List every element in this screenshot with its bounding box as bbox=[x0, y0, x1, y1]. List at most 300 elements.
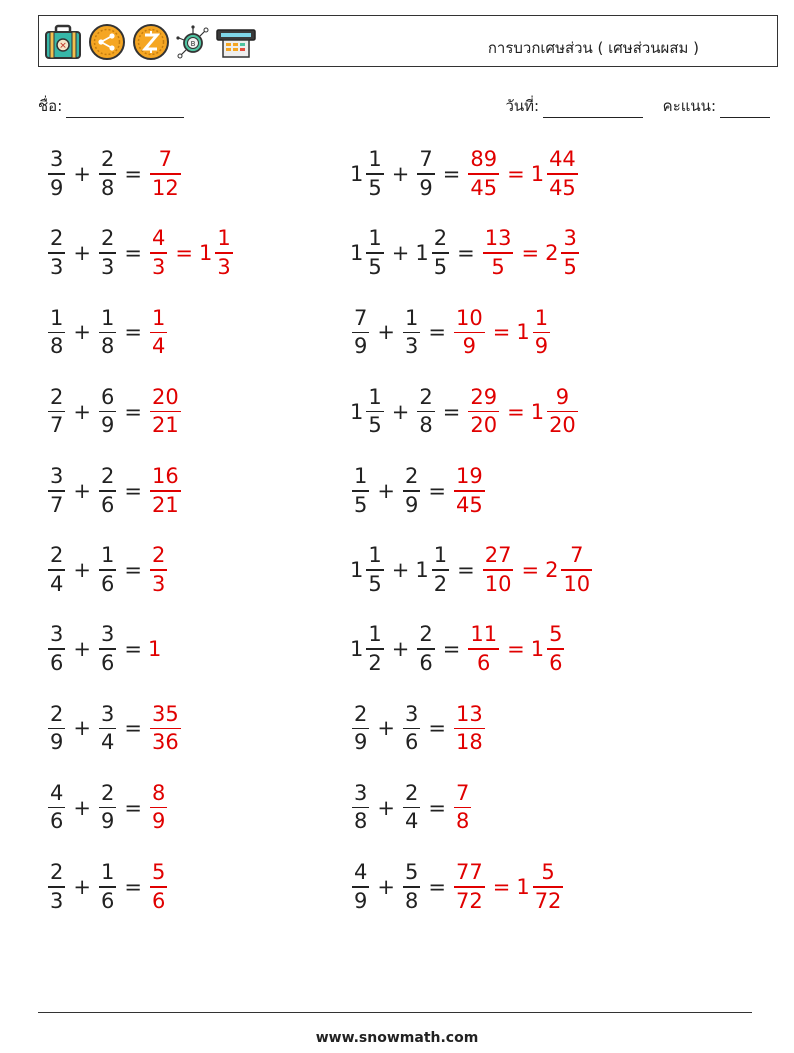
plus-sign: + bbox=[391, 399, 410, 424]
problem-item bbox=[350, 538, 594, 602]
date-blank[interactable] bbox=[543, 103, 643, 118]
addend-a-denominator: 5 bbox=[354, 492, 368, 517]
answer bbox=[466, 624, 501, 674]
addend-a-denominator: 6 bbox=[50, 650, 64, 675]
addend-b-fraction bbox=[403, 862, 420, 912]
answer-whole: 1 bbox=[147, 637, 162, 662]
answer-equals-sign: = bbox=[175, 241, 193, 266]
equals-sign: = bbox=[457, 241, 475, 266]
mixed-answer-whole: 1 bbox=[516, 874, 530, 899]
answer-denominator: 45 bbox=[455, 492, 483, 517]
addend-b-fraction bbox=[417, 149, 434, 199]
addend-a bbox=[46, 384, 67, 438]
addend-b-denominator: 3 bbox=[100, 254, 115, 279]
answer-numerator: 4 bbox=[151, 226, 166, 251]
addend-a-fraction bbox=[366, 149, 383, 199]
worksheet-header bbox=[38, 15, 778, 67]
equals-sign: = bbox=[124, 716, 142, 741]
answer-denominator: 5 bbox=[491, 254, 505, 279]
addend-b-fraction bbox=[99, 149, 116, 199]
answer-fraction bbox=[454, 780, 471, 834]
addend-b-numerator: 2 bbox=[404, 464, 419, 489]
addend-a-numerator: 2 bbox=[354, 701, 368, 726]
addend-a bbox=[46, 545, 67, 595]
problem-item bbox=[350, 459, 487, 523]
answer-denominator: 36 bbox=[151, 730, 179, 755]
answer-denominator: 18 bbox=[455, 730, 483, 755]
addend-a-fraction bbox=[48, 545, 65, 595]
plus-sign: + bbox=[391, 162, 410, 186]
addend-a bbox=[350, 701, 371, 755]
equals-sign: = bbox=[442, 399, 461, 424]
addend-b-fraction bbox=[99, 466, 116, 516]
answer bbox=[148, 305, 169, 359]
addend-b-fraction bbox=[417, 624, 434, 674]
answer-denominator: 6 bbox=[151, 888, 166, 913]
addend-a bbox=[46, 305, 67, 359]
mixed-answer bbox=[545, 545, 594, 595]
answer-denominator: 4 bbox=[151, 334, 166, 359]
addend-b-numerator: 2 bbox=[419, 622, 433, 647]
addend-b-fraction bbox=[403, 780, 420, 834]
addend-b-numerator: 1 bbox=[100, 543, 115, 568]
answer-equals-sign: = bbox=[492, 320, 511, 345]
addend-b-fraction bbox=[99, 545, 116, 595]
addend-a-whole: 1 bbox=[350, 399, 364, 424]
answer bbox=[148, 228, 169, 278]
addend-a-numerator: 2 bbox=[50, 226, 64, 251]
addend-a-fraction bbox=[366, 624, 383, 674]
addend-a-fraction bbox=[48, 701, 65, 755]
answer-numerator: 7 bbox=[158, 147, 173, 172]
plus-sign: + bbox=[73, 241, 91, 266]
equals-sign: = bbox=[428, 478, 446, 503]
addend-b bbox=[415, 545, 451, 595]
addend-a-numerator: 3 bbox=[50, 464, 64, 489]
addend-a-fraction bbox=[352, 780, 369, 834]
problem-item bbox=[350, 776, 473, 840]
answer bbox=[466, 384, 501, 438]
addend-b-numerator: 2 bbox=[433, 226, 448, 251]
addend-a-denominator: 5 bbox=[368, 413, 382, 438]
addend-b-whole: 1 bbox=[415, 558, 429, 582]
plus-sign: + bbox=[73, 162, 91, 186]
footer-divider bbox=[38, 1012, 752, 1013]
addend-a-fraction bbox=[352, 701, 369, 755]
plus-sign: + bbox=[73, 320, 91, 345]
addend-a bbox=[46, 701, 67, 755]
addend-b bbox=[97, 384, 118, 438]
plus-sign: + bbox=[73, 874, 91, 899]
answer-denominator: 21 bbox=[151, 492, 179, 517]
problem-item bbox=[46, 459, 183, 523]
answer-denominator: 72 bbox=[455, 888, 483, 913]
mixed-answer-whole: 1 bbox=[198, 241, 213, 266]
addend-b-fraction bbox=[99, 305, 116, 359]
addend-a-numerator: 2 bbox=[50, 701, 64, 726]
mixed-answer-fraction bbox=[533, 305, 550, 359]
addend-a-numerator: 3 bbox=[50, 147, 64, 172]
answer bbox=[452, 701, 487, 755]
addend-a-denominator: 2 bbox=[368, 650, 382, 675]
header-icons bbox=[43, 22, 261, 62]
answer bbox=[452, 862, 565, 912]
addend-b-fraction bbox=[403, 701, 420, 755]
addend-a bbox=[46, 862, 67, 912]
addend-a-fraction bbox=[352, 305, 369, 359]
addend-a-denominator: 8 bbox=[354, 809, 368, 834]
addend-a-numerator: 1 bbox=[368, 384, 382, 409]
addend-a-denominator: 7 bbox=[50, 413, 64, 438]
mixed-answer-whole: 1 bbox=[530, 637, 545, 662]
answer bbox=[148, 305, 169, 359]
plus-sign: + bbox=[377, 795, 395, 820]
answer-denominator: 8 bbox=[455, 809, 470, 834]
answer-denominator: 10 bbox=[484, 571, 512, 596]
answer bbox=[148, 545, 169, 595]
answer bbox=[452, 701, 487, 755]
plus-sign: + bbox=[73, 637, 91, 662]
answer bbox=[148, 862, 169, 912]
mixed-answer bbox=[545, 228, 581, 278]
plus-sign: + bbox=[377, 874, 395, 899]
plus-sign: + bbox=[391, 637, 410, 662]
equals-sign: = bbox=[457, 558, 475, 582]
equals-sign: = bbox=[428, 716, 446, 741]
answer-fraction bbox=[483, 545, 514, 595]
addend-b bbox=[97, 780, 118, 834]
mixed-answer bbox=[530, 384, 580, 438]
problem-item bbox=[350, 142, 580, 206]
addend-b-denominator: 9 bbox=[419, 175, 433, 200]
answer-fraction bbox=[454, 466, 485, 516]
addend-b-fraction bbox=[417, 384, 434, 438]
addend-b-denominator: 2 bbox=[433, 571, 448, 596]
addend-b-numerator: 1 bbox=[100, 860, 115, 885]
addend-a-fraction bbox=[366, 384, 383, 438]
addend-a bbox=[350, 466, 371, 516]
zcash-coin-icon bbox=[131, 22, 171, 62]
equals-sign: = bbox=[124, 320, 142, 345]
answer-numerator: 77 bbox=[455, 860, 483, 885]
mixed-answer-numerator: 3 bbox=[563, 226, 577, 251]
mixed-answer-whole: 1 bbox=[516, 320, 530, 345]
addend-a-numerator: 2 bbox=[50, 543, 64, 568]
answer-numerator: 27 bbox=[484, 543, 512, 568]
worksheet-title: การบวกเศษส่วน ( เศษส่วนผสม ) bbox=[487, 39, 699, 57]
answer bbox=[148, 780, 169, 834]
answer-numerator: 16 bbox=[151, 464, 179, 489]
mixed-answer-whole: 1 bbox=[530, 399, 545, 424]
mixed-answer-numerator: 1 bbox=[217, 226, 231, 251]
addend-b-numerator: 3 bbox=[100, 622, 115, 647]
addend-a bbox=[46, 780, 67, 834]
addend-b-numerator: 2 bbox=[100, 147, 115, 172]
addend-a-numerator: 1 bbox=[368, 226, 382, 251]
addend-a-numerator: 3 bbox=[354, 780, 368, 805]
mixed-answer bbox=[199, 228, 235, 278]
addend-b-denominator: 4 bbox=[100, 730, 115, 755]
answer-equals-sign: = bbox=[507, 399, 525, 424]
addend-b-fraction bbox=[99, 862, 116, 912]
addend-a-fraction bbox=[366, 228, 383, 278]
answer-fraction bbox=[150, 305, 167, 359]
addend-b-numerator: 1 bbox=[433, 543, 448, 568]
addend-b-denominator: 4 bbox=[404, 809, 419, 834]
addend-b-numerator: 2 bbox=[100, 464, 115, 489]
answer-fraction bbox=[150, 701, 181, 755]
addend-a-denominator: 5 bbox=[368, 175, 382, 200]
equals-sign: = bbox=[442, 637, 461, 662]
addend-b-denominator: 9 bbox=[100, 413, 115, 438]
plus-sign: + bbox=[73, 478, 91, 503]
answer-numerator: 13 bbox=[455, 701, 483, 726]
addend-a-denominator: 9 bbox=[354, 888, 368, 913]
answer bbox=[481, 228, 581, 278]
addend-a bbox=[46, 624, 67, 674]
mixed-answer bbox=[531, 149, 580, 199]
addend-b-numerator: 6 bbox=[100, 384, 115, 409]
answer-fraction bbox=[454, 862, 485, 912]
addend-a-numerator: 2 bbox=[50, 860, 64, 885]
answer bbox=[452, 466, 487, 516]
addend-a-numerator: 1 bbox=[368, 622, 382, 647]
mixed-answer-numerator: 5 bbox=[541, 860, 555, 885]
cash-register-icon bbox=[215, 22, 257, 62]
addend-b bbox=[415, 228, 451, 278]
answer-fraction bbox=[454, 701, 485, 755]
addend-b-fraction bbox=[403, 305, 420, 359]
score-blank[interactable] bbox=[720, 103, 770, 118]
problem-item bbox=[46, 300, 169, 364]
addend-b-denominator: 9 bbox=[100, 809, 115, 834]
addend-b bbox=[401, 305, 422, 359]
addend-b-denominator: 6 bbox=[100, 888, 115, 913]
mixed-answer-numerator: 9 bbox=[555, 384, 570, 409]
mixed-answer-denominator: 6 bbox=[549, 650, 563, 675]
answer-numerator: 1 bbox=[151, 305, 166, 330]
problem-item bbox=[350, 380, 580, 444]
answer bbox=[481, 545, 516, 595]
addend-b-fraction bbox=[99, 384, 116, 438]
answer-denominator: 3 bbox=[151, 254, 166, 279]
answer bbox=[481, 545, 594, 595]
equals-sign: = bbox=[124, 874, 142, 899]
addend-b bbox=[415, 624, 436, 674]
bitcoin-network-icon bbox=[175, 22, 211, 62]
answer-equals-sign: = bbox=[521, 558, 540, 582]
mixed-answer-denominator: 72 bbox=[534, 888, 562, 913]
addend-b bbox=[97, 228, 118, 278]
addend-b bbox=[97, 862, 118, 912]
answer-numerator: 7 bbox=[455, 780, 470, 805]
addend-b-denominator: 6 bbox=[404, 730, 419, 755]
problem-item bbox=[350, 696, 487, 760]
addend-a-numerator: 1 bbox=[354, 464, 368, 489]
mixed-answer bbox=[531, 624, 567, 674]
addend-a-denominator: 4 bbox=[50, 571, 64, 596]
addend-b bbox=[415, 384, 436, 438]
mixed-answer-denominator: 3 bbox=[217, 254, 231, 279]
addend-a-fraction bbox=[48, 780, 65, 834]
addend-b-fraction bbox=[99, 624, 116, 674]
answer-equals-sign: = bbox=[521, 241, 540, 266]
addend-b-denominator: 8 bbox=[100, 175, 115, 200]
addend-b-whole: 1 bbox=[415, 241, 429, 266]
equals-sign: = bbox=[124, 399, 142, 424]
addend-b-denominator: 5 bbox=[433, 254, 448, 279]
plus-sign: + bbox=[377, 320, 395, 345]
addend-b-denominator: 8 bbox=[100, 334, 115, 359]
addend-b-denominator: 6 bbox=[100, 571, 115, 596]
mixed-answer-fraction bbox=[547, 384, 578, 438]
answer-denominator: 20 bbox=[470, 413, 498, 438]
addend-a-denominator: 9 bbox=[354, 730, 368, 755]
addend-b-numerator: 7 bbox=[419, 147, 433, 172]
addend-a bbox=[46, 149, 67, 199]
answer-numerator: 5 bbox=[151, 860, 166, 885]
addend-a-numerator: 1 bbox=[50, 305, 64, 330]
answer bbox=[452, 305, 487, 359]
answer-fraction bbox=[468, 149, 499, 199]
answer bbox=[148, 466, 183, 516]
equals-sign: = bbox=[428, 795, 446, 820]
mixed-answer-fraction bbox=[547, 149, 578, 199]
addend-b bbox=[97, 466, 118, 516]
plus-sign: + bbox=[377, 716, 395, 741]
equals-sign: = bbox=[428, 874, 446, 899]
addend-b-fraction bbox=[403, 466, 420, 516]
mixed-answer-denominator: 10 bbox=[563, 571, 591, 596]
answer bbox=[148, 701, 183, 755]
briefcase-icon bbox=[43, 22, 83, 62]
addend-a-denominator: 3 bbox=[50, 888, 64, 913]
footer-url: www.snowmath.com bbox=[315, 1030, 479, 1046]
addend-b bbox=[97, 545, 118, 595]
plus-sign: + bbox=[73, 558, 91, 582]
answer bbox=[148, 701, 183, 755]
answer-denominator: 45 bbox=[470, 175, 498, 200]
answer bbox=[148, 637, 161, 661]
answer-numerator: 8 bbox=[151, 780, 166, 805]
answer-fraction bbox=[150, 862, 167, 912]
mixed-answer-numerator: 5 bbox=[549, 622, 563, 647]
answer-numerator: 11 bbox=[470, 622, 498, 647]
addend-a bbox=[350, 228, 386, 278]
addend-b-denominator: 6 bbox=[419, 650, 433, 675]
answer-fraction bbox=[150, 384, 181, 438]
addend-b-fraction bbox=[99, 780, 116, 834]
answer bbox=[148, 228, 235, 278]
addend-b-numerator: 2 bbox=[100, 780, 115, 805]
addend-b bbox=[415, 149, 436, 199]
addend-a-fraction bbox=[48, 228, 65, 278]
problem-item bbox=[46, 538, 169, 602]
addend-a-numerator: 4 bbox=[50, 780, 64, 805]
answer-fraction bbox=[150, 466, 181, 516]
addend-a-denominator: 6 bbox=[50, 809, 64, 834]
answer bbox=[452, 305, 552, 359]
plus-sign: + bbox=[73, 716, 91, 741]
addend-a bbox=[350, 862, 371, 912]
problem-item bbox=[350, 855, 565, 919]
problem-item bbox=[46, 617, 161, 681]
answer bbox=[148, 780, 169, 834]
mixed-answer-fraction bbox=[561, 545, 592, 595]
addend-b bbox=[401, 701, 422, 755]
answer-fraction bbox=[150, 149, 181, 199]
mixed-answer-fraction bbox=[561, 228, 578, 278]
addend-a-numerator: 2 bbox=[50, 384, 64, 409]
addend-a-fraction bbox=[48, 862, 65, 912]
answer-denominator: 21 bbox=[151, 413, 179, 438]
name-blank[interactable] bbox=[66, 103, 184, 118]
addend-b bbox=[97, 149, 118, 199]
addend-a-whole: 1 bbox=[350, 162, 364, 186]
plus-sign: + bbox=[391, 241, 410, 266]
answer bbox=[148, 384, 183, 438]
answer bbox=[466, 149, 501, 199]
plus-sign: + bbox=[391, 558, 410, 582]
answer-fraction bbox=[468, 624, 499, 674]
equals-sign: = bbox=[124, 795, 142, 820]
answer bbox=[466, 624, 566, 674]
addend-b-numerator: 3 bbox=[100, 701, 115, 726]
mixed-answer-numerator: 44 bbox=[549, 147, 576, 172]
addend-b-numerator: 2 bbox=[419, 384, 433, 409]
plus-sign: + bbox=[73, 399, 91, 424]
equals-sign: = bbox=[428, 320, 446, 345]
addend-b-denominator: 8 bbox=[419, 413, 433, 438]
addend-a bbox=[350, 305, 371, 359]
addend-a bbox=[46, 466, 67, 516]
answer-equals-sign: = bbox=[492, 874, 511, 899]
answer bbox=[148, 384, 183, 438]
answer bbox=[148, 545, 169, 595]
addend-a-numerator: 7 bbox=[354, 305, 368, 330]
addend-a-numerator: 1 bbox=[368, 543, 382, 568]
answer bbox=[466, 384, 579, 438]
mixed-answer bbox=[516, 862, 565, 912]
mixed-answer-denominator: 20 bbox=[549, 413, 576, 438]
addend-b-denominator: 6 bbox=[100, 492, 115, 517]
addend-a-fraction bbox=[352, 862, 369, 912]
addend-b bbox=[401, 780, 422, 834]
answer-numerator: 89 bbox=[470, 147, 498, 172]
addend-a bbox=[350, 780, 371, 834]
addend-a-denominator: 7 bbox=[50, 492, 64, 517]
addend-a-whole: 1 bbox=[350, 241, 364, 266]
answer-equals-sign: = bbox=[507, 637, 525, 662]
answer bbox=[481, 228, 516, 278]
addend-a-whole: 1 bbox=[350, 558, 364, 582]
equals-sign: = bbox=[442, 162, 461, 186]
addend-a bbox=[350, 624, 386, 674]
addend-a-fraction bbox=[48, 624, 65, 674]
svg-text:✕: ✕ bbox=[59, 41, 67, 52]
addend-b-numerator: 2 bbox=[404, 780, 419, 805]
plus-sign: + bbox=[377, 478, 395, 503]
mixed-answer-whole: 1 bbox=[530, 162, 545, 186]
addend-b-fraction bbox=[99, 228, 116, 278]
addend-a-denominator: 9 bbox=[354, 334, 368, 359]
name-field bbox=[38, 94, 184, 118]
mixed-answer-fraction bbox=[215, 228, 232, 278]
answer-fraction bbox=[150, 545, 167, 595]
equals-sign: = bbox=[124, 478, 142, 503]
addend-a bbox=[350, 384, 386, 438]
equals-sign: = bbox=[124, 241, 142, 266]
